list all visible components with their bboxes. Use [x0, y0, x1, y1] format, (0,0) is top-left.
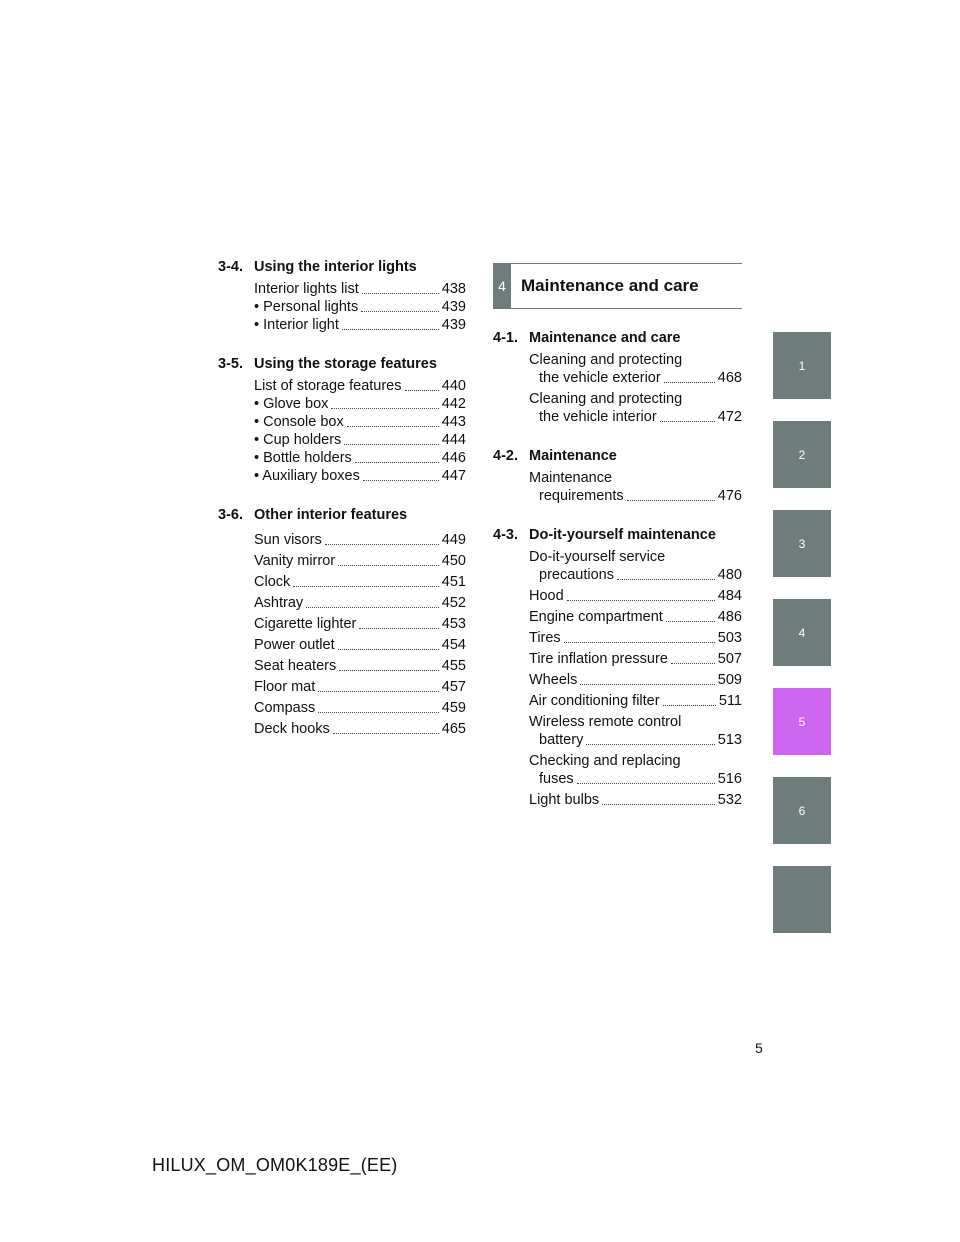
entry-title: • Auxiliary boxes [254, 468, 360, 484]
entry-page: 439 [441, 299, 466, 315]
chapter-tab-6[interactable]: 6 [773, 777, 831, 844]
chapter-header [493, 263, 742, 309]
entry-page: 447 [441, 468, 466, 484]
toc-entry[interactable] [254, 316, 466, 334]
entry-title: Hood [529, 588, 564, 604]
toc-entry[interactable] [529, 788, 742, 809]
document-footer: HILUX_OM_OM0K189E_(EE) [152, 1155, 398, 1175]
entry-page: 472 [717, 409, 742, 425]
entry-title: Tire inflation pressure [529, 651, 668, 667]
chapter-tab-3[interactable]: 3 [773, 510, 831, 577]
toc-entry[interactable] [254, 675, 466, 696]
entry-page: 443 [441, 414, 466, 430]
toc-entries [493, 469, 742, 505]
entry-page: 457 [441, 679, 466, 695]
section-title: Other interior features [254, 507, 408, 523]
entry-page: 480 [717, 567, 742, 583]
chapter-tab-index[interactable] [773, 866, 831, 933]
entry-line [529, 566, 742, 584]
entry-line [529, 390, 742, 408]
section-title: Do-it-yourself maintenance [529, 527, 716, 543]
chapter-tab-5[interactable]: 5 [773, 688, 831, 755]
entry-line [529, 469, 742, 487]
toc-section [493, 447, 742, 505]
toc-entry[interactable] [529, 626, 742, 647]
entry-title: Wheels [529, 672, 578, 688]
entry-title-line: the vehicle exterior [539, 370, 661, 386]
entry-page: 451 [441, 574, 466, 590]
toc-entry[interactable] [529, 668, 742, 689]
entry-page: 446 [441, 450, 466, 466]
toc-entry[interactable] [529, 584, 742, 605]
dot-leader [318, 712, 439, 713]
toc-entries [218, 377, 466, 485]
toc-entry[interactable] [254, 528, 466, 549]
section-heading [493, 329, 742, 347]
entry-title-line: fuses [539, 771, 574, 787]
entry-title: Seat heaters [254, 658, 337, 674]
entry-title-line: Maintenance [529, 470, 613, 486]
dot-leader [664, 382, 715, 383]
section-heading [218, 258, 466, 276]
section-heading [493, 526, 742, 544]
dot-leader [663, 705, 716, 706]
entry-page: 507 [717, 651, 742, 667]
entry-title-line: battery [539, 732, 584, 748]
entry-title: Compass [254, 700, 316, 716]
entry-line [529, 713, 742, 731]
entry-title: Interior lights list [254, 281, 359, 297]
toc-entry[interactable] [254, 612, 466, 633]
section-number: 4-3. [493, 527, 518, 543]
dot-leader [355, 462, 439, 463]
right-toc-column [493, 329, 742, 830]
entry-page: 513 [717, 732, 742, 748]
dot-leader [359, 628, 438, 629]
toc-entries [218, 528, 466, 738]
toc-entry[interactable] [254, 549, 466, 570]
entry-page: 440 [441, 378, 466, 394]
toc-entry[interactable] [529, 548, 742, 584]
entry-page: 468 [717, 370, 742, 386]
toc-entry[interactable] [254, 280, 466, 298]
entry-title: • Cup holders [254, 432, 342, 448]
entry-title-line: requirements [539, 488, 624, 504]
entry-page: 452 [441, 595, 466, 611]
dot-leader [666, 621, 715, 622]
entry-title: Light bulbs [529, 792, 600, 808]
dot-leader [586, 744, 714, 745]
entry-title-line: the vehicle interior [539, 409, 657, 425]
entry-page: 438 [441, 281, 466, 297]
toc-section [493, 329, 742, 426]
entry-page: 503 [717, 630, 742, 646]
entry-line [529, 487, 742, 505]
entry-page: 484 [717, 588, 742, 604]
entry-page: 439 [441, 317, 466, 333]
entry-title: • Bottle holders [254, 450, 352, 466]
entry-page: 509 [717, 672, 742, 688]
toc-entry[interactable] [254, 377, 466, 395]
toc-entry[interactable] [254, 449, 466, 467]
entry-title: Ashtray [254, 595, 304, 611]
section-heading [218, 355, 466, 373]
entry-title: • Personal lights [254, 299, 359, 315]
entry-title: • Console box [254, 414, 344, 430]
dot-leader [342, 329, 439, 330]
entry-title: Tires [529, 630, 561, 646]
entry-title-line: Checking and replacing [529, 753, 681, 769]
entry-title: Deck hooks [254, 721, 330, 737]
toc-entry[interactable] [529, 647, 742, 668]
entry-title-line: Cleaning and protecting [529, 391, 683, 407]
dot-leader [293, 586, 439, 587]
entry-title: Vanity mirror [254, 553, 336, 569]
entry-title: Clock [254, 574, 291, 590]
left-toc-column [218, 258, 466, 759]
dot-leader [325, 544, 439, 545]
page-number: 5 [755, 1040, 763, 1056]
dot-leader [602, 804, 715, 805]
entry-page: 476 [717, 488, 742, 504]
entry-line [529, 731, 742, 749]
dot-leader [318, 691, 439, 692]
toc-entry[interactable] [254, 591, 466, 612]
dot-leader [333, 733, 439, 734]
toc-section [218, 355, 466, 485]
entry-page: 442 [441, 396, 466, 412]
dot-leader [405, 390, 439, 391]
toc-section [218, 258, 466, 334]
toc-entry[interactable] [254, 298, 466, 316]
entry-title-line: Do-it-yourself service [529, 549, 666, 565]
toc-entry[interactable] [254, 570, 466, 591]
section-title: Using the interior lights [254, 259, 417, 275]
entry-page: 511 [718, 693, 742, 709]
entry-line [529, 408, 742, 426]
entry-title-line: precautions [539, 567, 614, 583]
toc-entry[interactable] [529, 390, 742, 426]
entry-title: Air conditioning filter [529, 693, 660, 709]
section-heading [493, 447, 742, 465]
entry-page: 455 [441, 658, 466, 674]
dot-leader [363, 480, 439, 481]
toc-entries [493, 351, 742, 426]
section-title: Maintenance and care [529, 330, 681, 346]
entry-title: Power outlet [254, 637, 335, 653]
section-title: Maintenance [529, 448, 617, 464]
entry-title-line: Wireless remote control [529, 714, 682, 730]
entry-title: • Glove box [254, 396, 329, 412]
toc-section [493, 526, 742, 809]
toc-entry[interactable] [529, 713, 742, 749]
chapter-title: Maintenance and care [521, 276, 699, 295]
entry-page: 444 [441, 432, 466, 448]
entry-title: • Interior light [254, 317, 339, 333]
entry-title: Sun visors [254, 532, 322, 548]
toc-entry[interactable] [529, 752, 742, 788]
toc-entry[interactable] [529, 351, 742, 387]
toc-entries [493, 548, 742, 809]
chapter-tab-1[interactable]: 1 [773, 332, 831, 399]
section-heading [218, 506, 466, 524]
entry-title-line: Cleaning and protecting [529, 352, 683, 368]
dot-leader [577, 783, 715, 784]
dot-leader [564, 642, 715, 643]
section-number: 3-4. [218, 259, 243, 275]
entry-line [529, 369, 742, 387]
chapter-tab-4[interactable]: 4 [773, 599, 831, 666]
dot-leader [344, 444, 439, 445]
toc-entries [218, 280, 466, 334]
toc-entry[interactable] [254, 696, 466, 717]
entry-page: 486 [717, 609, 742, 625]
dot-leader [306, 607, 439, 608]
dot-leader [617, 579, 715, 580]
toc-entry[interactable] [254, 633, 466, 654]
entry-page: 516 [717, 771, 742, 787]
section-number: 3-6. [218, 507, 243, 523]
dot-leader [362, 293, 439, 294]
dot-leader [339, 670, 439, 671]
entry-title: List of storage features [254, 378, 402, 394]
toc-entry[interactable] [254, 395, 466, 413]
toc-entry[interactable] [254, 467, 466, 485]
entry-page: 454 [441, 637, 466, 653]
entry-page: 449 [441, 532, 466, 548]
entry-title: Floor mat [254, 679, 316, 695]
entry-page: 465 [441, 721, 466, 737]
toc-entry[interactable] [529, 469, 742, 505]
toc-entry[interactable] [254, 413, 466, 431]
toc-section [218, 506, 466, 738]
dot-leader [347, 426, 439, 427]
section-title: Using the storage features [254, 356, 437, 372]
toc-entry[interactable] [529, 689, 742, 710]
dot-leader [627, 500, 715, 501]
toc-entry[interactable] [254, 717, 466, 738]
dot-leader [361, 311, 439, 312]
dot-leader [580, 684, 714, 685]
chapter-number: 4 [493, 264, 511, 308]
dot-leader [567, 600, 715, 601]
toc-entry[interactable] [529, 605, 742, 626]
section-number: 3-5. [218, 356, 243, 372]
dot-leader [671, 663, 715, 664]
toc-entry[interactable] [254, 654, 466, 675]
chapter-tab-2[interactable]: 2 [773, 421, 831, 488]
dot-leader [660, 421, 715, 422]
dot-leader [338, 649, 439, 650]
entry-page: 453 [441, 616, 466, 632]
entry-title: Cigarette lighter [254, 616, 357, 632]
entry-page: 532 [717, 792, 742, 808]
entry-line [529, 351, 742, 369]
dot-leader [338, 565, 439, 566]
toc-entry[interactable] [254, 431, 466, 449]
entry-line [529, 752, 742, 770]
entry-line [529, 548, 742, 566]
entry-line [529, 770, 742, 788]
entry-page: 450 [441, 553, 466, 569]
entry-title: Engine compartment [529, 609, 663, 625]
dot-leader [331, 408, 438, 409]
section-number: 4-2. [493, 448, 518, 464]
entry-page: 459 [441, 700, 466, 716]
section-number: 4-1. [493, 330, 518, 346]
